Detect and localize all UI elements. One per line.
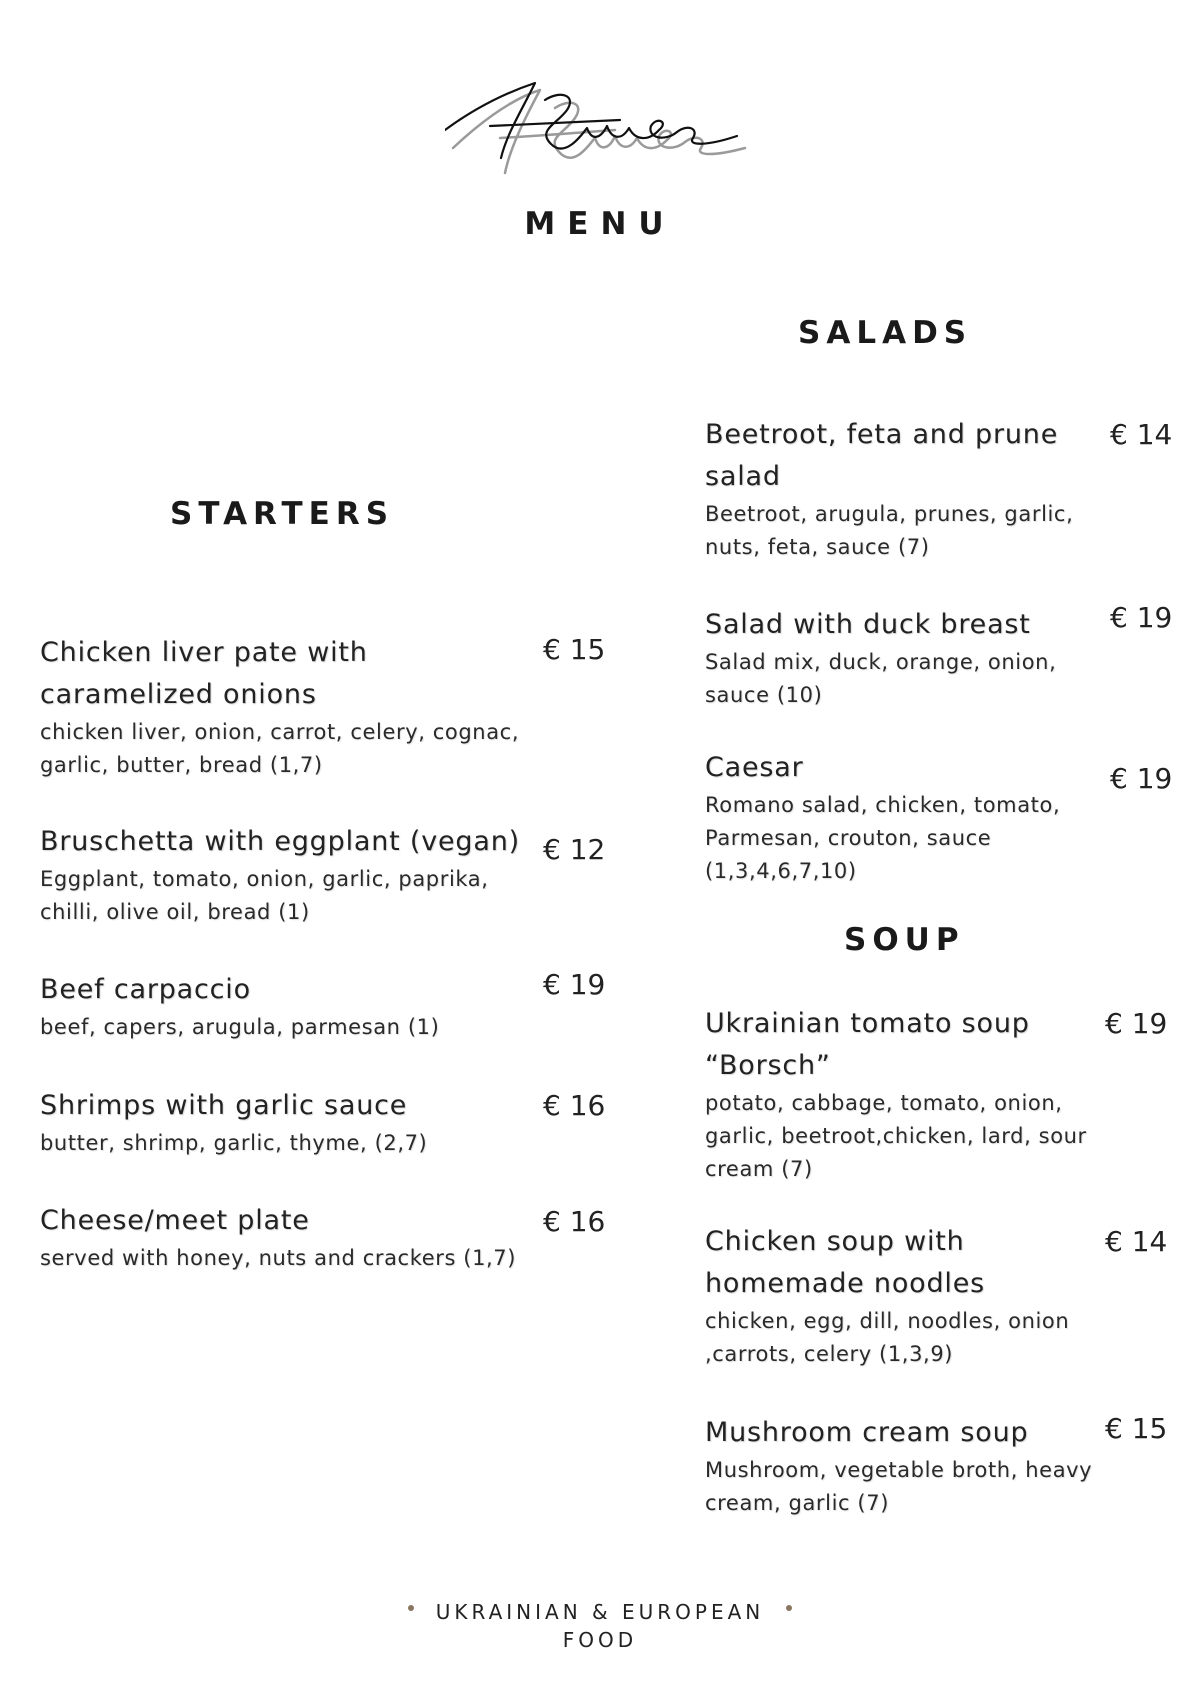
item-description: Romano salad, chicken, tomato, Parmesan, crouton, sauce (1,3,4,6,7,10) bbox=[705, 793, 1061, 883]
item-name: Mushroom cream soup bbox=[705, 1417, 1029, 1448]
item-name: Beef carpaccio bbox=[40, 974, 251, 1005]
list-item bbox=[40, 821, 540, 929]
item-price: € 19 bbox=[543, 968, 606, 1001]
list-item bbox=[705, 1221, 1105, 1371]
dot-icon bbox=[408, 1605, 414, 1611]
footer-line-1: UKRAINIAN & EUROPEAN bbox=[435, 1600, 765, 1624]
item-name: Bruschetta with eggplant (vegan) bbox=[40, 826, 520, 857]
list-item bbox=[705, 1003, 1105, 1186]
list-item bbox=[40, 632, 540, 782]
item-price: € 14 bbox=[1105, 1225, 1168, 1258]
item-description: potato, cabbage, tomato, onion, garlic, beetroot,chicken, lard, sour cream (7) bbox=[705, 1091, 1087, 1181]
section-title-soup: SOUP bbox=[844, 922, 965, 958]
item-description: chicken liver, onion, carrot, celery, cognac, garlic, butter, bread (1,7) bbox=[40, 720, 520, 777]
footer-line-2: FOOD bbox=[562, 1628, 638, 1652]
item-price: € 16 bbox=[543, 1205, 606, 1238]
list-item bbox=[705, 1412, 1105, 1520]
item-price: € 19 bbox=[1105, 1007, 1168, 1040]
item-description: served with honey, nuts and crackers (1,7) bbox=[40, 1246, 517, 1270]
item-price: € 12 bbox=[543, 833, 606, 866]
item-description: Mushroom, vegetable broth, heavy cream, garlic (7) bbox=[705, 1458, 1093, 1515]
item-price: € 16 bbox=[543, 1089, 606, 1122]
item-description: butter, shrimp, garlic, thyme, (2,7) bbox=[40, 1131, 428, 1155]
item-name: Beetroot, feta and prune salad bbox=[705, 419, 1059, 492]
section-title-starters: STARTERS bbox=[170, 496, 395, 532]
item-name: Caesar bbox=[705, 752, 804, 783]
item-price: € 15 bbox=[1105, 1412, 1168, 1445]
item-price: € 15 bbox=[543, 633, 606, 666]
item-name: Salad with duck breast bbox=[705, 609, 1031, 640]
item-price: € 19 bbox=[1110, 762, 1173, 795]
item-name: Ukrainian tomato soup “Borsch” bbox=[705, 1008, 1030, 1081]
item-name: Shrimps with garlic sauce bbox=[40, 1090, 408, 1121]
item-description: Beetroot, arugula, prunes, garlic, nuts, feta, sauce (7) bbox=[705, 502, 1074, 559]
list-item bbox=[40, 1085, 540, 1160]
list-item bbox=[705, 414, 1105, 564]
footer-tagline bbox=[0, 1598, 1200, 1654]
list-item bbox=[40, 1200, 560, 1275]
item-price: € 14 bbox=[1110, 418, 1173, 451]
item-name: Cheese/meet plate bbox=[40, 1205, 310, 1236]
list-item bbox=[40, 969, 540, 1044]
item-description: Eggplant, tomato, onion, garlic, paprika, chilli, olive oil, bread (1) bbox=[40, 867, 489, 924]
list-item bbox=[705, 604, 1105, 712]
section-title-salads: SALADS bbox=[798, 315, 973, 351]
item-price: € 19 bbox=[1110, 601, 1173, 634]
item-name: Chicken soup with homemade noodles bbox=[705, 1226, 985, 1299]
dot-icon bbox=[786, 1605, 792, 1611]
item-description: Salad mix, duck, orange, onion, sauce (10) bbox=[705, 650, 1057, 707]
item-description: chicken, egg, dill, noodles, onion ,carrots, celery (1,3,9) bbox=[705, 1309, 1070, 1366]
list-item bbox=[705, 747, 1105, 888]
menu-title: MENU bbox=[524, 206, 676, 242]
item-name: Chicken liver pate with caramelized onions bbox=[40, 637, 368, 710]
brand-logo bbox=[445, 78, 765, 188]
item-description: beef, capers, arugula, parmesan (1) bbox=[40, 1015, 440, 1039]
